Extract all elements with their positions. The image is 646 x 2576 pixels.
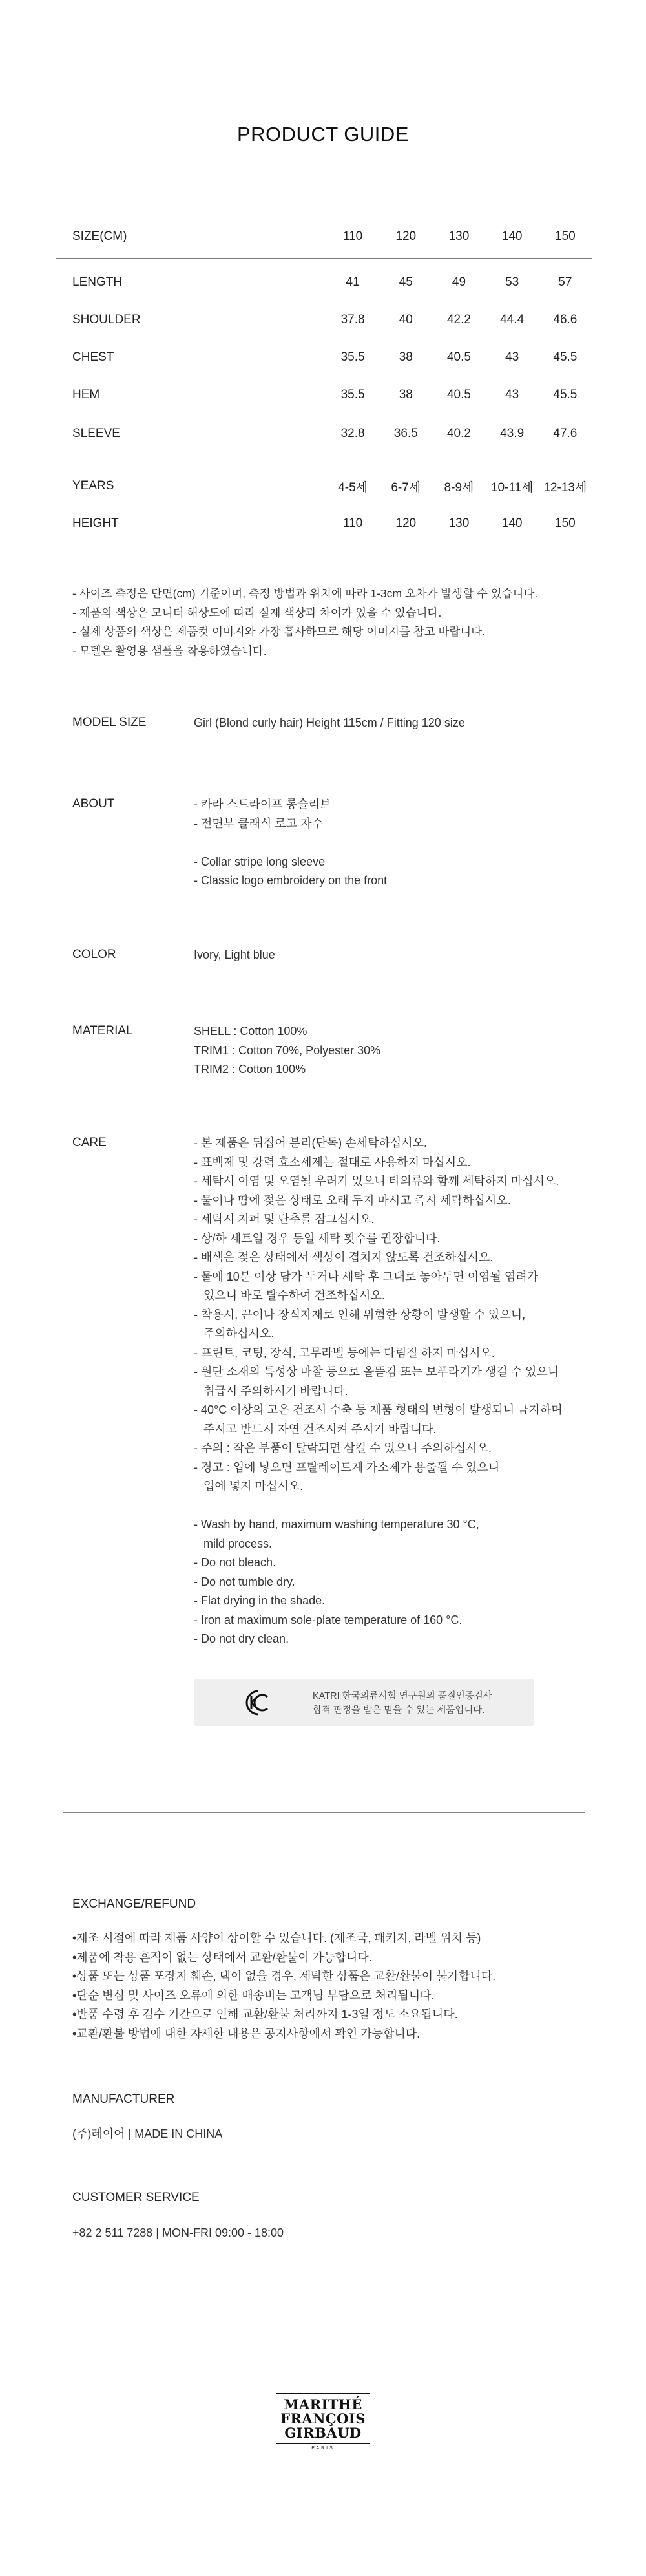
exchange-line: •제조 시점에 따라 제품 사양이 상이할 수 있습니다. (제조국, 패키지, 라벨 위치 등) [72, 1932, 481, 1944]
note-line: - 제품의 색상은 모니터 해상도에 따라 실제 색상과 차이가 있을 수 있습니다. [72, 606, 442, 619]
table-header-row [56, 215, 592, 259]
material-line: TRIM1 : Cotton 70%, Polyester 30% [194, 1043, 381, 1057]
material-line: TRIM2 : Cotton 100% [194, 1063, 306, 1076]
exchange-text [72, 1929, 615, 2043]
table-cell: 37.8 [340, 313, 365, 326]
table-header-cell: 130 [432, 215, 485, 259]
table-cell: 53 [505, 275, 519, 289]
brand-logo [265, 2393, 381, 2458]
table-header-cell: 120 [379, 215, 432, 259]
table-cell: 41 [346, 275, 360, 289]
table-header-cell: SIZE(CM) [56, 215, 326, 259]
care-line: - Do not bleach. [194, 1556, 276, 1569]
brand-word: FRANÇOIS [280, 2411, 366, 2427]
row-label: HEIGHT [72, 516, 119, 530]
note-line: - 사이즈 측정은 단면(cm) 기준이며, 측정 방법과 위치에 따라 1-3cm 오차가 발생할 수 있습니다. [72, 587, 538, 600]
table-cell: 130 [448, 516, 470, 530]
katri-line: 합격 판정을 받은 믿을 수 있는 제품입니다. [313, 1705, 485, 1716]
kc-certification-icon [245, 1690, 271, 1716]
table-cell: 40.2 [432, 414, 485, 454]
table-cell: 8-9세 [444, 480, 474, 495]
row-label: YEARS [72, 479, 114, 493]
table-cell: 38 [399, 350, 413, 364]
care-line: 주의하십시오. [194, 1327, 275, 1340]
material-label: MATERIAL [72, 1024, 133, 1038]
table-cell: 40.5 [446, 350, 471, 364]
table-cell: 45.5 [553, 388, 578, 401]
table-row [56, 259, 592, 302]
table-row [56, 376, 592, 414]
care-line: - 경고 : 입에 넣으면 프탈레이트계 가소제가 용출될 수 있으니 [194, 1460, 500, 1474]
model-size-label: MODEL SIZE [72, 716, 147, 729]
care-line: - Do not tumble dry. [194, 1575, 295, 1588]
care-line: - 프린트, 코팅, 장식, 고무라벨 등에는 다림질 하지 마십시오. [194, 1346, 495, 1359]
care-line: 취급시 주의하시기 바랍니다. [194, 1384, 348, 1398]
table-cell: 43 [505, 350, 519, 364]
table-gap-cell [56, 454, 592, 468]
page-title: PRODUCT GUIDE [236, 123, 409, 145]
table-cell: 46.6 [553, 313, 578, 326]
care-line: - 물이나 땀에 젖은 상태로 오래 두지 마시고 즉시 세탁하십시오. [194, 1193, 511, 1207]
table-cell: 12-13세 [543, 480, 587, 495]
table-header-cell: 150 [539, 215, 592, 259]
note-line: - 실제 상품의 색상은 제품컷 이미지와 가장 흡사하므로 해당 이미지를 참고 바랍니다. [72, 625, 485, 638]
exchange-line: •교환/환불 방법에 대한 자세한 내용은 공지사항에서 확인 가능합니다. [72, 2027, 421, 2040]
material-text [194, 1022, 607, 1080]
manufacturer-text: (주)레이어 | MADE IN CHINA [72, 2127, 223, 2140]
table-cell: 44.4 [500, 313, 525, 326]
row-label: CHEST [72, 350, 114, 364]
table-cell: 45.5 [553, 350, 578, 364]
note-line: - 모델은 촬영용 샘플을 착용하였습니다. [72, 644, 267, 657]
color-text: Ivory, Light blue [194, 948, 275, 961]
brand-word: MARITHÉ [284, 2396, 362, 2412]
table-row [56, 414, 592, 454]
care-line: 있으니 바로 탈수하여 건조하십시오. [194, 1289, 385, 1302]
care-text [194, 1134, 607, 1649]
care-line: - 착용시, 끈이나 장식자재로 인해 위험한 상황이 발생할 수 있으니, [194, 1308, 526, 1321]
table-cell: 150 [555, 516, 576, 530]
table-cell: 42.2 [446, 313, 471, 326]
size-table [56, 215, 592, 542]
table-cell: 35.5 [340, 350, 365, 364]
katri-text [313, 1689, 492, 1718]
katri-certification-box [194, 1679, 534, 1726]
table-row [56, 467, 592, 505]
table-cell: 40.5 [446, 388, 471, 401]
table-cell: 43.9 [486, 414, 539, 454]
care-label: CARE [72, 1136, 107, 1149]
table-row [56, 339, 592, 376]
row-label: HEM [72, 388, 100, 401]
about-label: ABOUT [72, 797, 115, 811]
exchange-line: •반품 수령 후 검수 기간으로 인해 교환/환불 처리까지 1-3일 정도 소요됩니다. [72, 2008, 458, 2021]
about-line: - 전면부 클래식 로고 자수 [194, 816, 323, 830]
about-line: - Classic logo embroidery on the front [194, 874, 388, 887]
about-line [194, 833, 607, 853]
care-line: - Wash by hand, maximum washing temperature 30 °C, [194, 1518, 479, 1531]
exchange-line: •상품 또는 상품 포장지 훼손, 택이 없을 경우, 세탁한 상품은 교환/환불이 불가합니다. [72, 1970, 496, 1983]
table-row [56, 301, 592, 339]
table-cell: 47.6 [539, 414, 592, 454]
care-line: - 본 제품은 뒤집어 분리(단독) 손세탁하십시오. [194, 1136, 427, 1149]
table-cell: 57 [558, 275, 572, 289]
care-line: - 세탁시 이염 및 오염될 우려가 있으니 타의류와 함께 세탁하지 마십시오. [194, 1175, 559, 1187]
care-line: - 주의 : 작은 부품이 탈락되면 삼킬 수 있으니 주의하십시오. [194, 1442, 492, 1454]
table-header-cell: 140 [486, 215, 539, 259]
care-line: 주시고 반드시 자연 건조시켜 주시기 바랍니다. [194, 1422, 437, 1436]
table-cell: 43 [505, 388, 519, 401]
table-cell: 120 [395, 516, 417, 530]
model-size-text: Girl (Blond curly hair) Height 115cm / Fitting 120 size [194, 716, 465, 729]
table-cell: 110 [342, 516, 363, 530]
care-line: - 물에 10분 이상 담가 두거나 세탁 후 그대로 놓아두면 이염될 염려가 [194, 1270, 539, 1283]
table-cell: 38 [399, 388, 413, 401]
size-notes [72, 584, 602, 661]
exchange-line: •단순 변심 및 사이즈 오류에 의한 배송비는 고객님 부담으로 처리됩니다. [72, 1988, 435, 2002]
row-label: SHOULDER [72, 313, 141, 326]
table-cell: 49 [452, 275, 466, 289]
table-cell: 45 [399, 275, 413, 289]
table-row [56, 505, 592, 542]
care-line: - 세탁시 지퍼 및 단추를 잠그십시오. [194, 1213, 375, 1226]
section-divider [63, 1812, 585, 1813]
brand-word: GIRBAUD [284, 2425, 362, 2441]
care-line: 입에 넣지 마십시오. [194, 1480, 304, 1493]
about-line: - 카라 스트라이프 롱슬리브 [194, 798, 331, 811]
table-cell: 140 [501, 516, 523, 530]
katri-line: KATRI 한국의류시험 연구원의 품질인증검사 [313, 1691, 492, 1701]
table-cell: 35.5 [340, 388, 365, 401]
brand-rule [276, 2443, 370, 2444]
care-line: - 배색은 젖은 상태에서 색상이 겹치지 않도록 건조하십시오. [194, 1251, 494, 1264]
row-label: SLEEVE [56, 414, 326, 454]
care-line: - 표백제 및 강력 효소세제는 절대로 사용하지 마십시오. [194, 1155, 471, 1169]
about-line: - Collar stripe long sleeve [194, 855, 326, 868]
exchange-line: •제품에 착용 흔적이 없는 상태에서 교환/환불이 가능합니다. [72, 1950, 372, 1964]
care-line: - Do not dry clean. [194, 1632, 289, 1645]
care-line: - 40°C 이상의 고온 건조시 수축 등 제품 형태의 변형이 발생되니 금지하며 [194, 1403, 563, 1416]
care-line: - Flat drying in the shade. [194, 1594, 326, 1607]
table-cell: 40 [399, 313, 413, 326]
care-line: - 원단 소재의 특성상 마찰 등으로 올뜯김 또는 보푸라기가 생길 수 있으니 [194, 1365, 559, 1378]
care-line: mild process. [194, 1537, 273, 1550]
table-cell: 36.5 [379, 414, 432, 454]
brand-sub: PARIS [311, 2446, 335, 2451]
table-cell: 10-11세 [490, 480, 534, 495]
care-line [194, 1496, 607, 1516]
table-gap [56, 454, 592, 468]
color-label: COLOR [72, 948, 116, 961]
table-header-cell: 110 [326, 215, 379, 259]
care-line: - Iron at maximum sole-plate temperature of 160 °C. [194, 1613, 463, 1626]
row-label: LENGTH [72, 275, 123, 289]
material-line: SHELL : Cotton 100% [194, 1025, 307, 1038]
manufacturer-heading: MANUFACTURER [72, 2092, 175, 2106]
exchange-heading: EXCHANGE/REFUND [72, 1897, 196, 1911]
table-cell: 4-5세 [338, 480, 368, 495]
table-cell: 6-7세 [391, 480, 421, 495]
about-text [194, 795, 607, 891]
customer-service-heading: CUSTOMER SERVICE [72, 2191, 200, 2204]
care-line: - 상/하 세트일 경우 동일 세탁 횟수를 권장합니다. [194, 1231, 441, 1245]
table-cell: 32.8 [326, 414, 379, 454]
customer-service-text: +82 2 511 7288 | MON-FRI 09:00 - 18:00 [72, 2226, 284, 2239]
